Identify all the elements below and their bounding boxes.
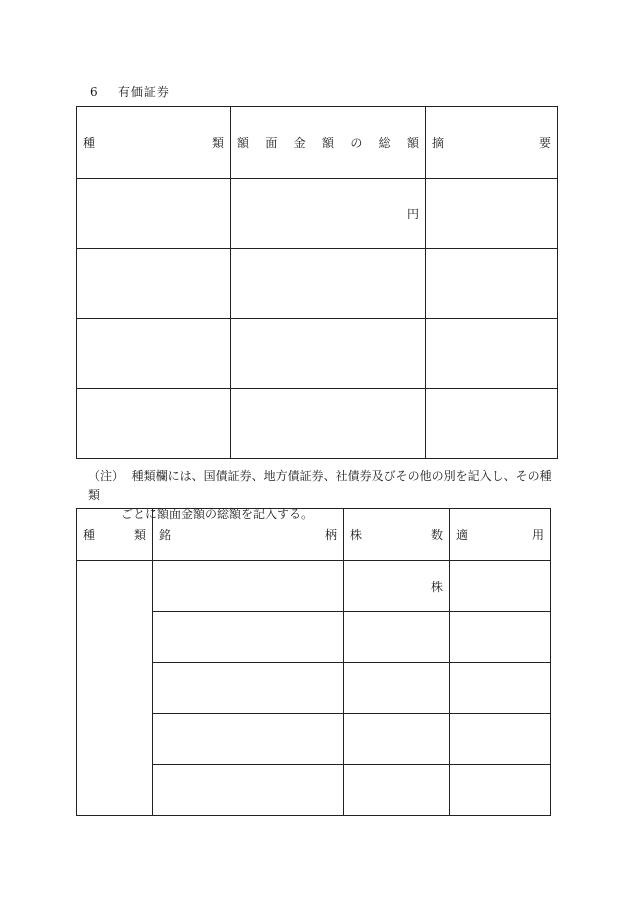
cell-remarks[interactable] <box>426 389 558 459</box>
cell-type[interactable] <box>77 319 231 389</box>
cell-type[interactable] <box>77 179 231 249</box>
cell-brand[interactable] <box>153 612 344 663</box>
cell-share-count[interactable] <box>344 612 450 663</box>
cell-share-count[interactable] <box>344 561 450 612</box>
header-brand: 銘 柄 <box>153 509 344 561</box>
cell-applicable[interactable] <box>450 765 551 816</box>
cell-face-value[interactable] <box>231 389 426 459</box>
cell-type[interactable] <box>77 249 231 319</box>
table-header-row <box>77 107 558 179</box>
yen-unit: 円 <box>406 207 419 221</box>
header-share-count: 株 数 <box>344 509 450 561</box>
table-row <box>77 561 551 612</box>
cell-face-value[interactable] <box>231 319 426 389</box>
cell-applicable[interactable] <box>450 714 551 765</box>
cell-remarks[interactable] <box>426 249 558 319</box>
cell-brand[interactable] <box>153 663 344 714</box>
cell-face-value[interactable] <box>231 249 426 319</box>
table-row <box>77 319 558 389</box>
cell-share-count[interactable] <box>344 765 450 816</box>
cell-brand[interactable] <box>153 765 344 816</box>
cell-remarks[interactable] <box>426 319 558 389</box>
cell-remarks[interactable] <box>426 179 558 249</box>
share-unit: 株 <box>430 579 443 594</box>
header-type: 種 類 <box>77 107 231 179</box>
header-applicable: 適 用 <box>450 509 551 561</box>
stock-holdings-table <box>76 508 551 816</box>
note-label: （注） <box>88 469 125 483</box>
cell-share-count[interactable] <box>344 663 450 714</box>
cell-face-value[interactable] <box>231 179 426 249</box>
cell-brand[interactable] <box>153 561 344 612</box>
cell-applicable[interactable] <box>450 663 551 714</box>
table-header-row <box>77 509 551 561</box>
cell-type-merged[interactable] <box>77 561 153 816</box>
cell-share-count[interactable] <box>344 714 450 765</box>
section-heading <box>90 83 170 100</box>
header-remarks: 摘 要 <box>426 107 558 179</box>
securities-face-value-table <box>76 106 558 459</box>
cell-applicable[interactable] <box>450 561 551 612</box>
note-line-2: ごとに額面金額の総額を記入する。 <box>121 507 314 521</box>
cell-brand[interactable] <box>153 714 344 765</box>
cell-applicable[interactable] <box>450 612 551 663</box>
table-row <box>77 389 558 459</box>
header-type: 種 類 <box>77 509 153 561</box>
section-number: 6 <box>90 85 99 99</box>
note-line-1: （注） 種類欄には、国債証券、地方債証券、社債券及びその他の別を記入し、その種類 <box>88 469 552 502</box>
section-title: 有価証券 <box>117 85 170 99</box>
table-row <box>77 179 558 249</box>
header-face-value-total: 額 面 金 額 の 総 額 <box>231 107 426 179</box>
cell-type[interactable] <box>77 389 231 459</box>
table-row <box>77 249 558 319</box>
